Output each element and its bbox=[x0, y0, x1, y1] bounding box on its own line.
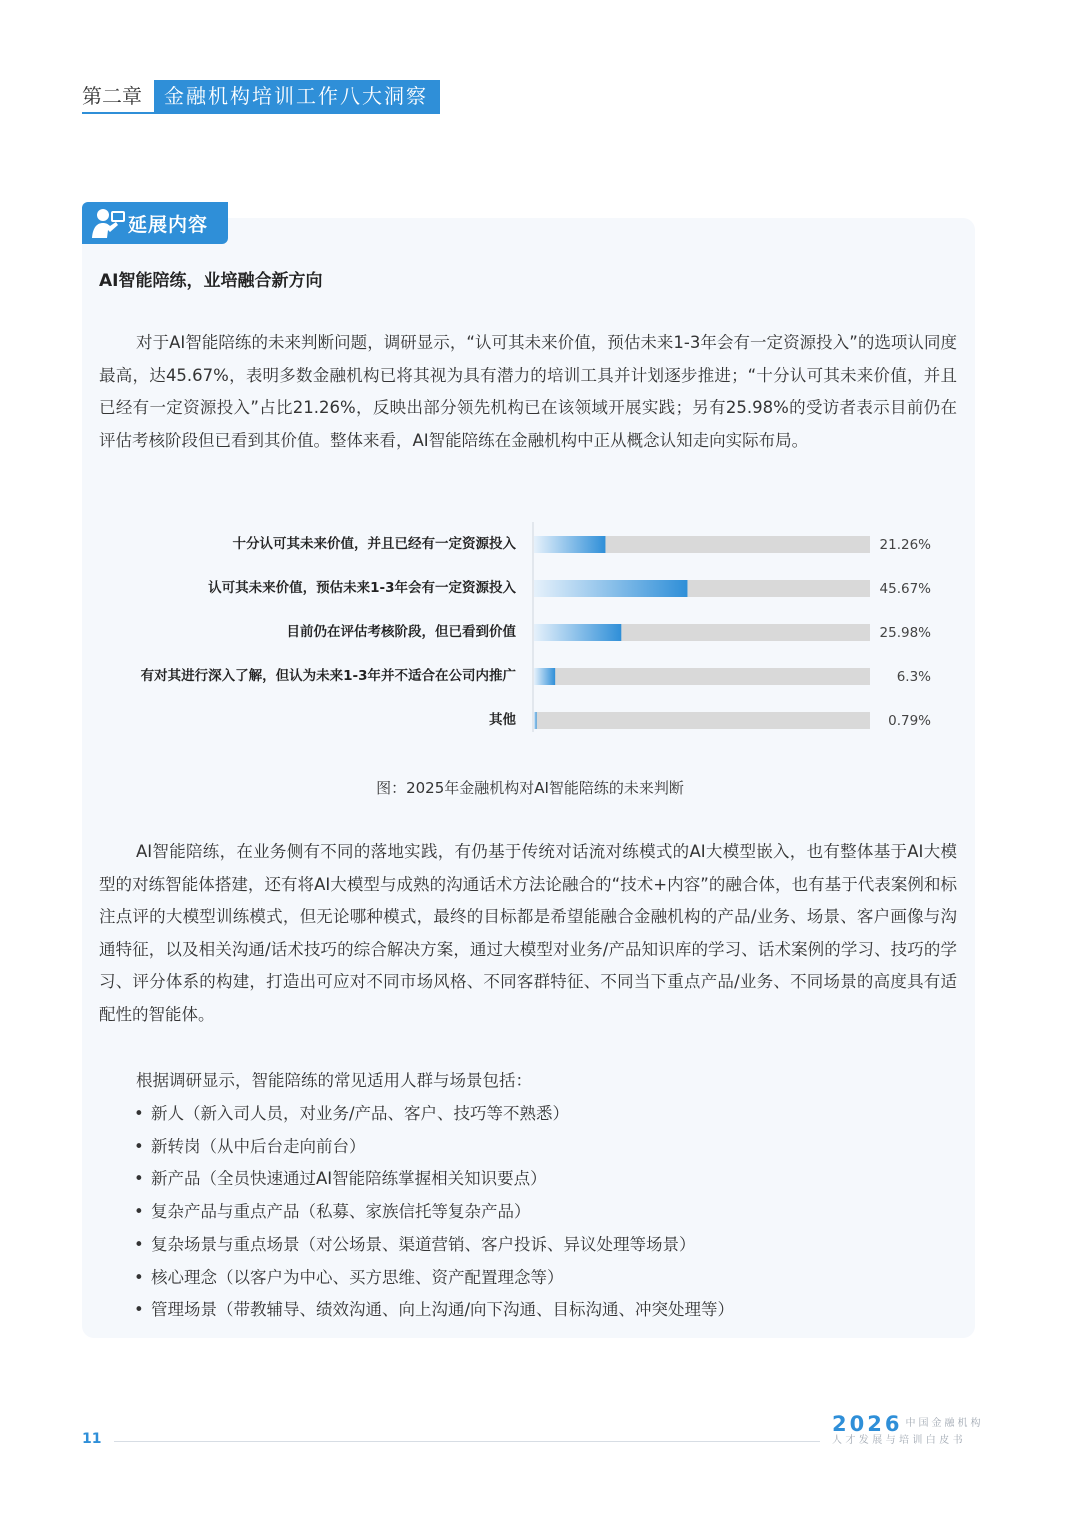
paragraph-2-text: AI智能陪练，在业务侧有不同的落地实践，有仍基于传统对话流对练模式的AI大模型嵌入，也有整体基于AI大模型的对练智能体搭建，还有将AI大模型与成熟的沟通话术方法论融合的“技术+内容”的融合体，也有基于代表案例和标注点评的大模型训练模式，但无论哪种模式，最终的目标都是希望能融合金融机构的产品/业务、场景、客户画像与沟通特征，以及相关沟通/话术技巧的综合解决方案，通过大模型对业务/产品知识库的学习、话术案例的学习、技巧的学习、评分体系的构建，打造出可应对不同市场风格、不同客群特征、不同当下重点产品/业务、不同场景的高度具有适配性的智能体。 bbox=[99, 842, 957, 1024]
category-label: 其他 bbox=[489, 712, 516, 728]
bar-track bbox=[534, 712, 870, 729]
paragraph-1-text: 对于AI智能陪练的未来判断问题，调研显示，“认可其未来价值，预估未来1-3年会有一定资源投入”的选项认同度最高，达45.67%，表明多数金融机构已将其视为具有潜力的培训工具并计划逐步推进；“十分认可其未来价值，并且已经有一定资源投入”占比21.26%，反映出部分领先机构已在该领域开展实践；另有25.98%的受访者表示目前仍在评估考核阶段但已看到其价值。整体来看，AI智能陪练在金融机构中正从概念认知走向实际布局。 bbox=[99, 333, 957, 450]
chart-caption: 图：2025年金融机构对AI智能陪练的未来判断 bbox=[376, 779, 684, 797]
value-label: 6.3% bbox=[896, 669, 931, 685]
page-number: 11 bbox=[82, 1431, 102, 1447]
list-item: • 复杂产品与重点产品（私募、家族信托等复杂产品） bbox=[134, 1202, 531, 1222]
bar bbox=[534, 668, 555, 685]
user-presenting-icon bbox=[88, 202, 128, 244]
chapter-header bbox=[82, 80, 440, 114]
footer-divider bbox=[114, 1441, 820, 1442]
list-intro: 根据调研显示，智能陪练的常见适用人群与场景包括： bbox=[136, 1071, 532, 1090]
brand-logo bbox=[832, 1412, 983, 1436]
category-label: 认可其未来价值，预估未来1-3年会有一定资源投入 bbox=[208, 580, 516, 596]
bar-chart-svg bbox=[99, 520, 959, 740]
list-item: • 核心理念（以客户为中心、买方思维、资产配置理念等） bbox=[134, 1267, 564, 1287]
value-label: 25.98% bbox=[879, 625, 931, 641]
category-label: 有对其进行深入了解，但认为未来1-3年并不适合在公司内推广 bbox=[140, 668, 516, 684]
brand-year: 2026 bbox=[832, 1412, 903, 1436]
bar bbox=[534, 712, 537, 729]
chapter-label: 第二章 bbox=[82, 80, 154, 114]
list-item: • 复杂场景与重点场景（对公场景、渠道营销、客户投诉、异议处理等场景） bbox=[134, 1234, 696, 1254]
category-label: 目前仍在评估考核阶段，但已看到价值 bbox=[286, 624, 516, 640]
category-label: 十分认可其未来价值，并且已经有一定资源投入 bbox=[232, 536, 516, 552]
value-label: 45.67% bbox=[879, 581, 931, 597]
list-item: • 新人（新入司人员，对业务/产品、客户、技巧等不熟悉） bbox=[134, 1104, 570, 1123]
list-item: • 新转岗（从中后台走向前台） bbox=[134, 1136, 366, 1156]
value-label: 21.26% bbox=[879, 537, 931, 553]
bar bbox=[534, 536, 605, 553]
value-label: 0.79% bbox=[888, 713, 931, 729]
section-title: AI智能陪练，业培融合新方向 bbox=[99, 271, 323, 291]
bar-track bbox=[534, 668, 870, 685]
scenario-list bbox=[134, 1098, 734, 1327]
list-item: • 新产品（全员快速通过AI智能陪练掌握相关知识要点） bbox=[134, 1169, 547, 1189]
paragraph-1 bbox=[99, 327, 957, 457]
brand-line-2: 人才发展与培训白皮书 bbox=[832, 1435, 966, 1446]
chapter-title: 金融机构培训工作八大洞察 bbox=[154, 80, 440, 114]
brand-line-1: 中国金融机构 bbox=[905, 1418, 984, 1429]
list-item: • 管理场景（带教辅导、绩效沟通、向上沟通/向下沟通、目标沟通、冲突处理等） bbox=[134, 1300, 735, 1320]
bar bbox=[534, 580, 687, 597]
extension-tab bbox=[82, 202, 228, 244]
extension-tab-label: 延展内容 bbox=[128, 213, 209, 236]
paragraph-2 bbox=[99, 836, 957, 1032]
bar-chart bbox=[99, 520, 959, 740]
bar bbox=[534, 624, 621, 641]
